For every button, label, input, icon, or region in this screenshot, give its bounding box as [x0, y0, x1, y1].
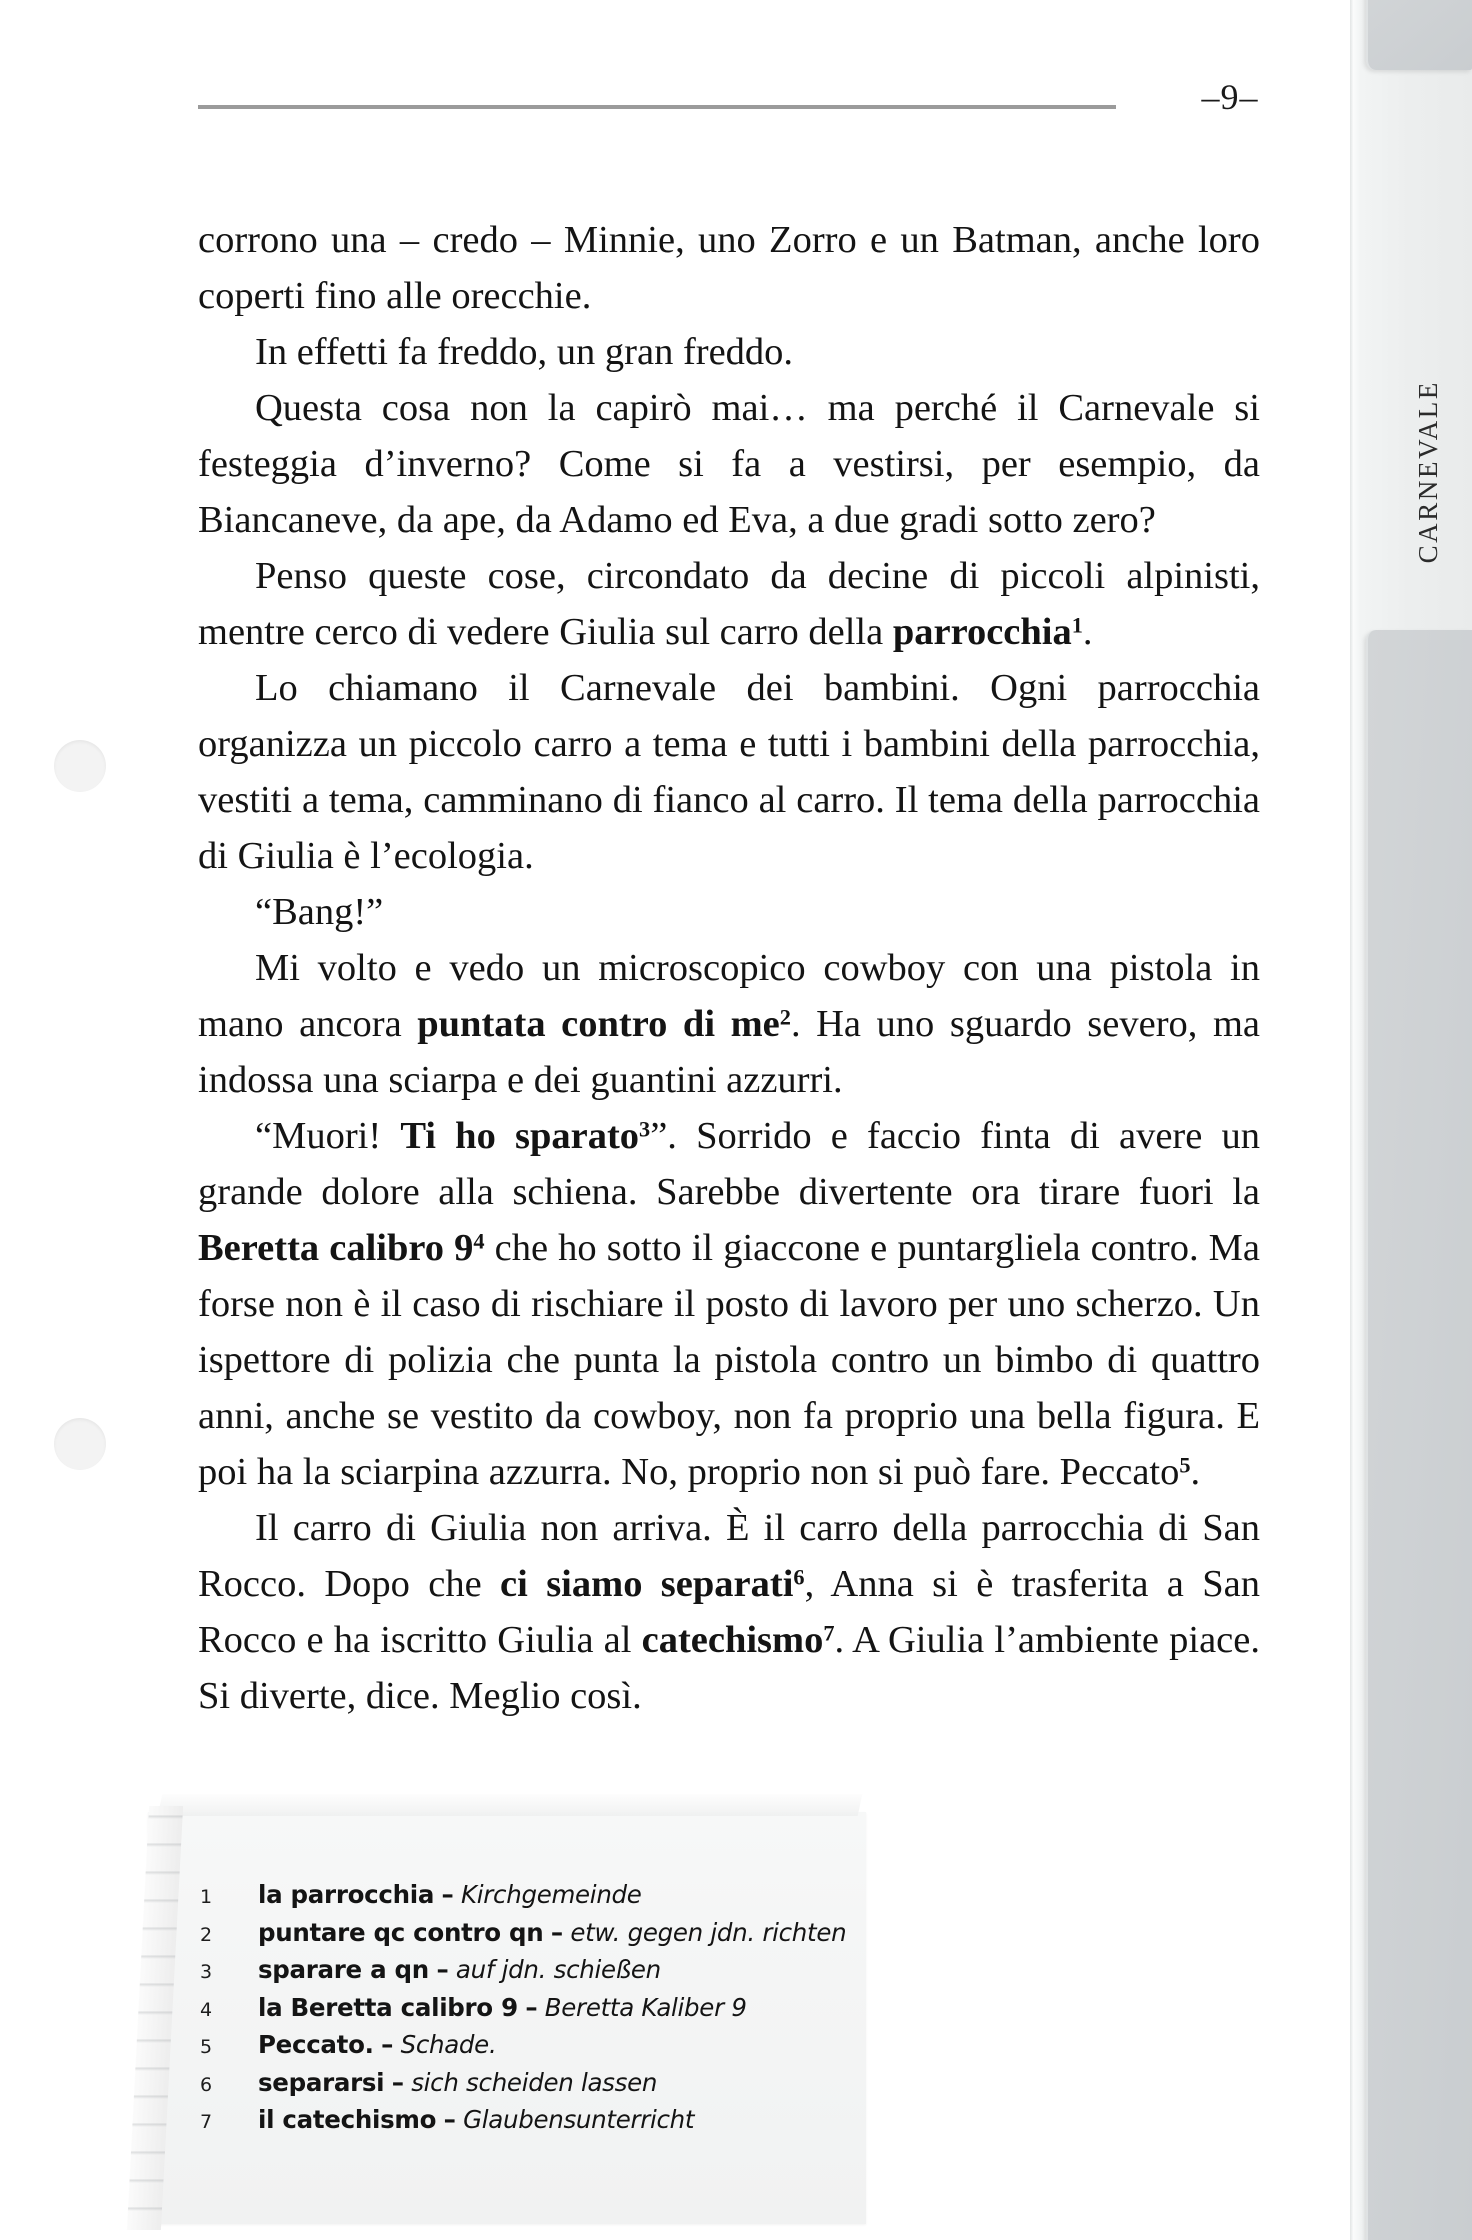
footnote-number: 2 — [200, 1923, 213, 1946]
body-text-run: , Anna si è trasferita a San Rocco e ha iscritto Giulia al — [198, 1563, 1261, 1661]
header-rule — [198, 105, 1116, 109]
chapter-thumb-tab-upper — [1366, 0, 1472, 70]
footnote-translation: Beretta Kaliber 9 — [544, 1992, 747, 2022]
footnote-text — [258, 1955, 866, 1984]
footnote-term: la Beretta calibro 9 — [258, 1992, 518, 2022]
footnote-translation: etw. gegen jdn. richten — [570, 1917, 847, 1947]
body-paragraph — [198, 548, 1260, 660]
body-text-run: . — [1190, 1451, 1201, 1493]
footnote-term: puntare qc contro qn — [258, 1917, 544, 1947]
punch-hole — [54, 1418, 106, 1470]
body-paragraph — [198, 380, 1260, 548]
body-text — [198, 212, 1260, 1724]
footnote-translation: Glaubensunterricht — [463, 2105, 695, 2134]
glossary-term-highlight: puntata contro di me — [417, 1003, 780, 1045]
footnote-number: 6 — [200, 2073, 213, 2096]
footnote-dash: – — [436, 1955, 449, 1984]
body-paragraph — [198, 1108, 1260, 1500]
page-number: –9– — [1201, 77, 1259, 117]
footnote-marker[interactable]: 6 — [793, 1564, 805, 1590]
footnote-dash: – — [525, 1992, 538, 2022]
footnote-item — [148, 1918, 866, 1956]
footnote-term: il catechismo — [258, 2105, 437, 2134]
footnote-number: 7 — [200, 2111, 213, 2133]
footnote-dash: – — [550, 1917, 563, 1947]
footnote-text — [258, 1918, 866, 1947]
body-paragraph — [198, 212, 1260, 324]
footnote-number: 5 — [200, 2036, 213, 2058]
chapter-thumb-tab-lower — [1366, 630, 1472, 2240]
body-text-run: . A Giulia l’ambiente piace. Si diverte, dice. Meglio così. — [198, 1619, 1260, 1717]
footnote-text — [258, 1993, 866, 2022]
footnote-translation: Kirchgemeinde — [461, 1880, 642, 1909]
footnote-marker[interactable]: 7 — [823, 1620, 835, 1646]
footnote-dash: – — [443, 2105, 456, 2134]
body-text-run: . Ha uno sguardo severo, ma indossa una sciarpa e dei guantini azzurri. — [198, 1003, 1261, 1101]
body-text-run: “Bang!” — [255, 891, 384, 933]
footnote-translation: sich scheiden lassen — [411, 2067, 658, 2097]
footnote-item — [148, 2068, 866, 2106]
glossary-term-highlight: Ti ho sparato — [400, 1115, 640, 1157]
footnote-text — [258, 2030, 866, 2059]
footnote-text — [258, 2068, 866, 2097]
body-text-run: Mi volto e vedo un microscopico cowboy con una pistola in mano ancora — [198, 947, 1260, 1045]
body-paragraph — [198, 884, 1260, 940]
body-text-run: Questa cosa non la capirò mai… ma perché il Carnevale si festeggia d’inverno? Come si fa a vestirsi, per esempio, da Biancaneve, da ape, da Adamo ed Eva, a due gradi sotto zero? — [198, 387, 1260, 541]
glossary-term-highlight: Beretta calibro 9 — [198, 1227, 474, 1269]
footnote-marker[interactable]: 2 — [779, 1004, 791, 1030]
glossary-term-highlight: catechismo — [641, 1619, 824, 1661]
body-text-run: In effetti fa freddo, un gran freddo. — [255, 331, 794, 373]
footnote-text — [258, 2105, 866, 2134]
body-text-run: che ho sotto il giaccone e puntargliela contro. Ma forse non è il caso di rischiare il posto di lavoro per uno scherzo. Un ispettore di polizia che punta la pistola contro un bimbo di quattro anni, anche se vestito da cowboy, non fa proprio una bella figura. E poi ha la sciarpina azzurra. No, proprio non si può fare. Peccato — [198, 1227, 1260, 1493]
body-paragraph — [198, 1500, 1260, 1724]
footnote-item — [148, 1955, 866, 1993]
footnote-marker[interactable]: 4 — [473, 1228, 485, 1254]
body-text-run: Lo chiamano il Carnevale dei bambini. Ogni parrocchia organizza un piccolo carro a tema e tutti i bambini della parrocchia, vestiti a tema, camminano di fianco al carro. Il tema della parrocchia di Giulia è l’ecologia. — [198, 667, 1260, 877]
footnote-number: 1 — [200, 1886, 213, 1908]
footnote-number: 4 — [200, 1998, 213, 2021]
footnote-item — [148, 2105, 866, 2143]
footnote-item — [148, 1993, 866, 2031]
footnote-list — [148, 1812, 866, 2143]
footnote-number: 3 — [200, 1961, 213, 1983]
body-text-run: corrono una – credo – Minnie, uno Zorro e un Batman, anche loro coperti fino alle orecchie. — [198, 219, 1260, 317]
body-text-run: Penso queste cose, circondato da decine di piccoli alpinisti, mentre cerco di vedere Giulia sul carro della — [198, 555, 1260, 653]
footnote-marker[interactable]: 1 — [1071, 612, 1083, 638]
footnote-marker[interactable]: 3 — [639, 1116, 651, 1142]
chapter-label: CARNEVALE — [1413, 380, 1443, 564]
footnote-item — [148, 2030, 866, 2068]
footnote-dash: – — [391, 2067, 404, 2097]
footnote-translation: auf jdn. schießen — [455, 1955, 661, 1984]
body-paragraph — [198, 660, 1260, 884]
glossary-panel — [148, 1812, 866, 2224]
footnote-translation: Schade. — [400, 2030, 497, 2059]
running-head — [0, 0, 1330, 160]
body-text-run: . — [1082, 611, 1093, 653]
body-text-run: Il carro di Giulia non arriva. È il carro della parrocchia di San Rocco. Dopo che — [198, 1507, 1260, 1605]
footnote-term: separarsi — [258, 2067, 385, 2097]
glossary-term-highlight: parrocchia — [892, 611, 1072, 653]
body-text-run: “Muori! — [255, 1115, 401, 1157]
body-text-run: ”. Sorrido e faccio finta di avere un grande dolore alla schiena. Sarebbe divertente ora tirare fuori la — [198, 1115, 1260, 1213]
punch-hole — [54, 740, 106, 792]
chapter-index-strip — [1350, 0, 1472, 2240]
glossary-term-highlight: ci siamo separati — [500, 1563, 794, 1605]
footnote-dash: – — [441, 1880, 454, 1909]
footnote-item — [148, 1880, 866, 1918]
footnote-term: sparare a qn — [258, 1955, 429, 1984]
body-paragraph — [198, 324, 1260, 380]
body-paragraph — [198, 940, 1260, 1108]
footnote-term: la parrocchia — [258, 1880, 435, 1909]
footnote-dash: – — [381, 2030, 394, 2059]
footnote-term: Peccato. — [258, 2030, 374, 2059]
footnote-text — [258, 1880, 866, 1909]
footnote-marker[interactable]: 5 — [1179, 1452, 1191, 1478]
